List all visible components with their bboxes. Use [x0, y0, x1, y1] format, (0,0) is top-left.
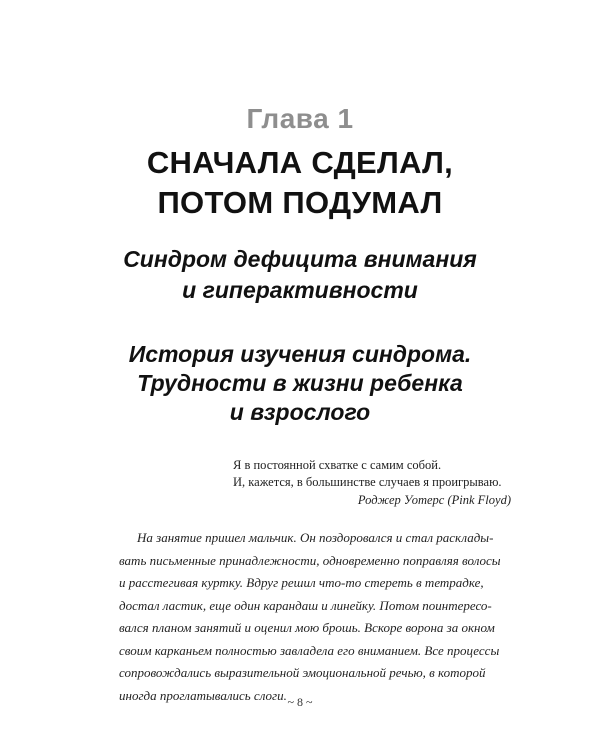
subtitle-line: Трудности в жизни ребенка — [137, 370, 463, 396]
body-line: достал ластик, еще один карандаш и линейку. Потом поинтересо- — [119, 597, 492, 613]
chapter-label: Глава 1 — [246, 103, 354, 134]
body-line: вать письменные принадлежности, одновременно поправляя волосы — [119, 552, 501, 568]
subtitle-line: и взрослого — [229, 399, 371, 425]
body-line: сопровождались выразительной эмоциональной речью, в которой — [119, 665, 486, 680]
chapter-title-line: ПОТОМ ПОДУМАЛ — [157, 185, 443, 220]
subtitle-line: Синдром дефицита внимания — [123, 246, 477, 272]
body-line: и расстегивая куртку. Вдруг решил что-то стереть в тетрадке, — [119, 575, 484, 590]
chapter-title — [0, 143, 600, 223]
epigraph-author: Роджер Уотерс (Pink Floyd) — [357, 493, 511, 507]
body-line: На занятие пришел мальчик. Он поздоровался и стал расклады- — [137, 530, 494, 545]
epigraph-line: Я в постоянной схватке с самим собой. — [233, 458, 442, 472]
chapter-title-line: СНАЧАЛА СДЕЛАЛ, — [146, 145, 454, 180]
subtitle-line: История изучения синдрома. — [128, 341, 472, 367]
body-line: вался планом занятий и оценил мою брошь. Вскоре ворона за окном — [119, 620, 495, 635]
section-subtitle — [0, 244, 600, 306]
epigraph-line: И, кажется, в большинстве случаев я проигрываю. — [233, 474, 502, 489]
body-line: иногда проглатывались слоги. — [119, 687, 287, 703]
section-subtitle — [0, 340, 600, 427]
body-paragraph — [119, 527, 513, 707]
page-number: ~ 8 ~ — [287, 695, 313, 709]
subtitle-line: и гиперактивности — [182, 277, 418, 303]
body-line: своим карканьем полностью завладела его вниманием. Все процессы — [119, 642, 500, 658]
epigraph — [233, 457, 513, 509]
